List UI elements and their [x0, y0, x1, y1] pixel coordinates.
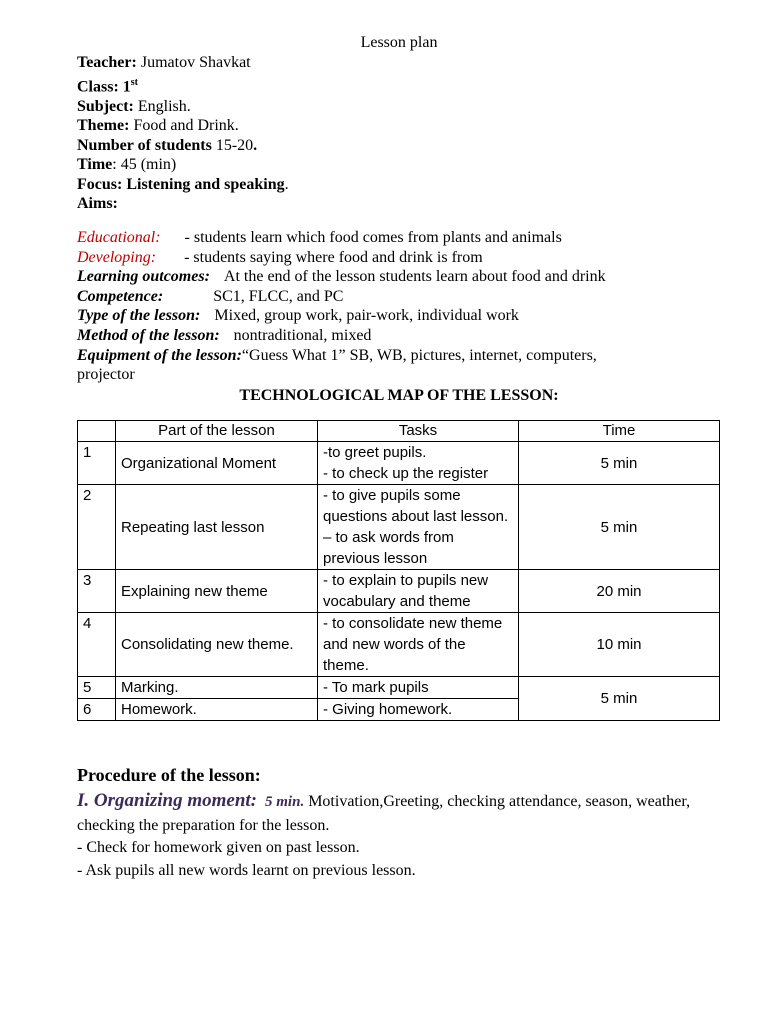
row-num: 5	[78, 677, 116, 699]
row-task: - To mark pupils	[318, 677, 519, 699]
time-value: : 45 (min)	[112, 156, 177, 174]
class-sup: st	[130, 76, 139, 88]
row-part: Consolidating new theme.	[116, 613, 318, 677]
row-num: 3	[78, 570, 116, 613]
educational-label: Educational:	[77, 229, 161, 247]
method-line	[77, 326, 721, 346]
row-task: - to give pupils some questions about last lesson. – to ask words from previous lesson	[318, 485, 519, 570]
row-part: Repeating last lesson	[116, 485, 318, 570]
lesson-plan-header	[77, 33, 721, 406]
table-row	[78, 442, 720, 485]
header-part: Part of the lesson	[116, 421, 318, 442]
organizing-minutes: 5 min.	[265, 794, 305, 810]
method-label: Method of the lesson:	[77, 327, 220, 345]
competence-value: SC1, FLCC, and PC	[213, 287, 344, 305]
students-value: 15-20	[215, 136, 254, 154]
class-value: 1	[122, 77, 131, 95]
educational-line	[77, 228, 721, 248]
subject-line	[77, 97, 721, 117]
developing-value: - students saying where food and drink is from	[184, 248, 483, 266]
row-part: Marking.	[116, 677, 318, 699]
time-line	[77, 155, 721, 175]
focus-label: Focus:	[77, 175, 123, 193]
theme-value: Food and Drink.	[133, 117, 239, 135]
organizing-moment	[77, 789, 737, 837]
teacher-line	[77, 53, 721, 73]
row-num: 2	[78, 485, 116, 570]
educational-value: - students learn which food comes from plants and animals	[184, 229, 562, 247]
table-row	[78, 485, 720, 570]
type-line	[77, 306, 721, 326]
document-title: Lesson plan	[360, 34, 438, 51]
row-task: - Giving homework.	[318, 699, 519, 721]
row-part: Homework.	[116, 699, 318, 721]
row-task: - to consolidate new theme and new words of the theme.	[318, 613, 519, 677]
procedure-section	[77, 764, 737, 882]
table-row	[78, 613, 720, 677]
equipment-value: “Guess What 1” SB, WB, pictures, internet, computers,	[241, 346, 597, 364]
row-time: 5 min	[519, 442, 720, 485]
row-time: 5 min	[519, 677, 720, 721]
aims-label: Aims:	[77, 195, 118, 213]
focus-value: Listening and speaking	[126, 175, 285, 193]
subject-label: Subject:	[77, 97, 134, 115]
subject-value: English.	[137, 97, 191, 115]
row-time: 5 min	[519, 485, 720, 570]
class-label: Class:	[77, 77, 119, 95]
developing-label: Developing:	[77, 248, 157, 266]
procedure-line-1: - Check for homework given on past lesson.	[77, 839, 360, 856]
row-time: 20 min	[519, 570, 720, 613]
tech-map-title: TECHNOLOGICAL MAP OF THE LESSON:	[239, 386, 559, 404]
row-num: 4	[78, 613, 116, 677]
outcomes-label: Learning outcomes:	[77, 268, 210, 286]
outcomes-line	[77, 267, 721, 287]
outcomes-value: At the end of the lesson students learn about food and drink	[223, 268, 606, 286]
row-num: 6	[78, 699, 116, 721]
organizing-heading: I. Organizing moment:	[77, 790, 258, 811]
teacher-label: Teacher:	[77, 54, 137, 71]
row-num: 1	[78, 442, 116, 485]
type-value: Mixed, group work, pair-work, individual work	[214, 307, 519, 325]
row-time: 10 min	[519, 613, 720, 677]
equipment-line	[77, 346, 721, 366]
organizing-text: Motivation,Greeting, checking attendance, season, weather, checking the preparation for the lesson.	[77, 793, 691, 834]
method-value: nontraditional, mixed	[233, 327, 372, 345]
equipment-label: Equipment of the lesson:	[77, 346, 242, 364]
theme-line	[77, 116, 721, 136]
theme-label: Theme:	[77, 117, 130, 135]
row-task: - to explain to pupils new vocabulary and theme	[318, 570, 519, 613]
table-row	[78, 677, 720, 699]
procedure-heading: Procedure of the lesson:	[77, 765, 261, 785]
students-label: Number of students	[77, 136, 212, 154]
equipment-line-cont: projector	[77, 366, 135, 384]
table-row	[78, 570, 720, 613]
header-num	[78, 421, 116, 442]
row-task: -to greet pupils. - to check up the register	[318, 442, 519, 485]
table-header-row	[78, 421, 720, 442]
aims-line	[77, 194, 721, 214]
header-tasks: Tasks	[318, 421, 519, 442]
header-time: Time	[519, 421, 720, 442]
row-part: Explaining new theme	[116, 570, 318, 613]
time-label: Time	[77, 156, 113, 174]
teacher-value: Jumatov Shavkat	[140, 54, 251, 71]
lesson-table	[77, 420, 720, 721]
procedure-line-2: - Ask pupils all new words learnt on previous lesson.	[77, 861, 416, 879]
class-line	[77, 73, 721, 97]
row-part: Organizational Moment	[116, 442, 318, 485]
competence-label: Competence:	[77, 287, 164, 305]
competence-line	[77, 287, 721, 307]
type-label: Type of the lesson:	[77, 307, 201, 325]
focus-line: Focus: Listening and speaking.	[77, 175, 289, 193]
developing-line	[77, 248, 721, 268]
students-line: Number of students 15-20.	[77, 136, 258, 154]
